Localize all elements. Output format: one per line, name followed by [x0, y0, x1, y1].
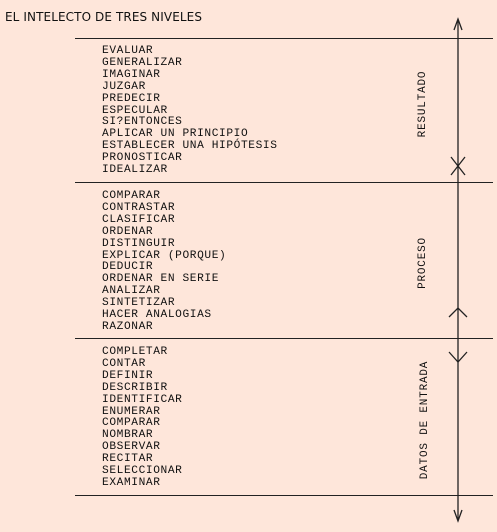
- list-item: ESPECULAR: [102, 104, 168, 117]
- datos-list: [102, 347, 182, 490]
- list-item: SELECCIONAR: [102, 465, 183, 478]
- list-item: SINTETIZAR: [102, 297, 176, 310]
- list-item: CONTRASTAR: [102, 201, 176, 214]
- list-item: IMAGINAR: [102, 68, 161, 81]
- list-item: IDENTIFICAR: [102, 393, 183, 406]
- list-item: PRONOSTICAR: [102, 152, 183, 165]
- proceso-list: [102, 191, 226, 334]
- list-item: ANALIZAR: [102, 285, 161, 298]
- list-item: DEFINIR: [102, 369, 154, 382]
- list-item: CLASIFICAR: [102, 213, 176, 226]
- list-item: COMPARAR: [102, 190, 161, 202]
- list-item: EXPLICAR (PORQUE): [102, 249, 227, 262]
- proceso-label: PROCESO: [417, 237, 429, 289]
- list-item: EXAMINAR: [102, 476, 161, 489]
- list-item: APLICAR UN PRINCIPIO: [102, 128, 249, 141]
- list-item: RAZONAR: [102, 320, 154, 333]
- list-item: SI?ENTONCES: [102, 116, 183, 129]
- list-item: DISTINGUIR: [102, 237, 176, 250]
- list-item: ESTABLECER UNA HIPÓTESIS: [102, 140, 278, 153]
- list-item: EVALUAR: [102, 45, 154, 57]
- list-item: NOMBRAR: [102, 429, 154, 442]
- list-item: DEDUCIR: [102, 261, 154, 274]
- list-item: ORDENAR: [102, 225, 154, 238]
- resultado-label: RESULTADO: [417, 70, 429, 138]
- list-item: DESCRIBIR: [102, 381, 168, 394]
- list-item: COMPARAR: [102, 417, 161, 430]
- list-item: RECITAR: [102, 453, 154, 466]
- list-item: CONTAR: [102, 357, 146, 370]
- list-item: JUZGAR: [102, 80, 146, 93]
- list-item: GENERALIZAR: [102, 56, 183, 69]
- resultado-list: [102, 46, 278, 177]
- list-item: ENUMERAR: [102, 405, 161, 418]
- list-item: PREDECIR: [102, 92, 161, 105]
- list-item: IDEALIZAR: [102, 164, 168, 177]
- list-item: ORDENAR EN SERIE: [102, 273, 220, 286]
- list-item: HACER ANALOGIAS: [102, 309, 212, 322]
- list-item: COMPLETAR: [102, 346, 168, 358]
- list-item: OBSERVAR: [102, 441, 161, 454]
- diagram-title: EL INTELECTO DE TRES NIVELES: [5, 10, 203, 24]
- datos-label: DATOS DE ENTRADA: [419, 360, 431, 480]
